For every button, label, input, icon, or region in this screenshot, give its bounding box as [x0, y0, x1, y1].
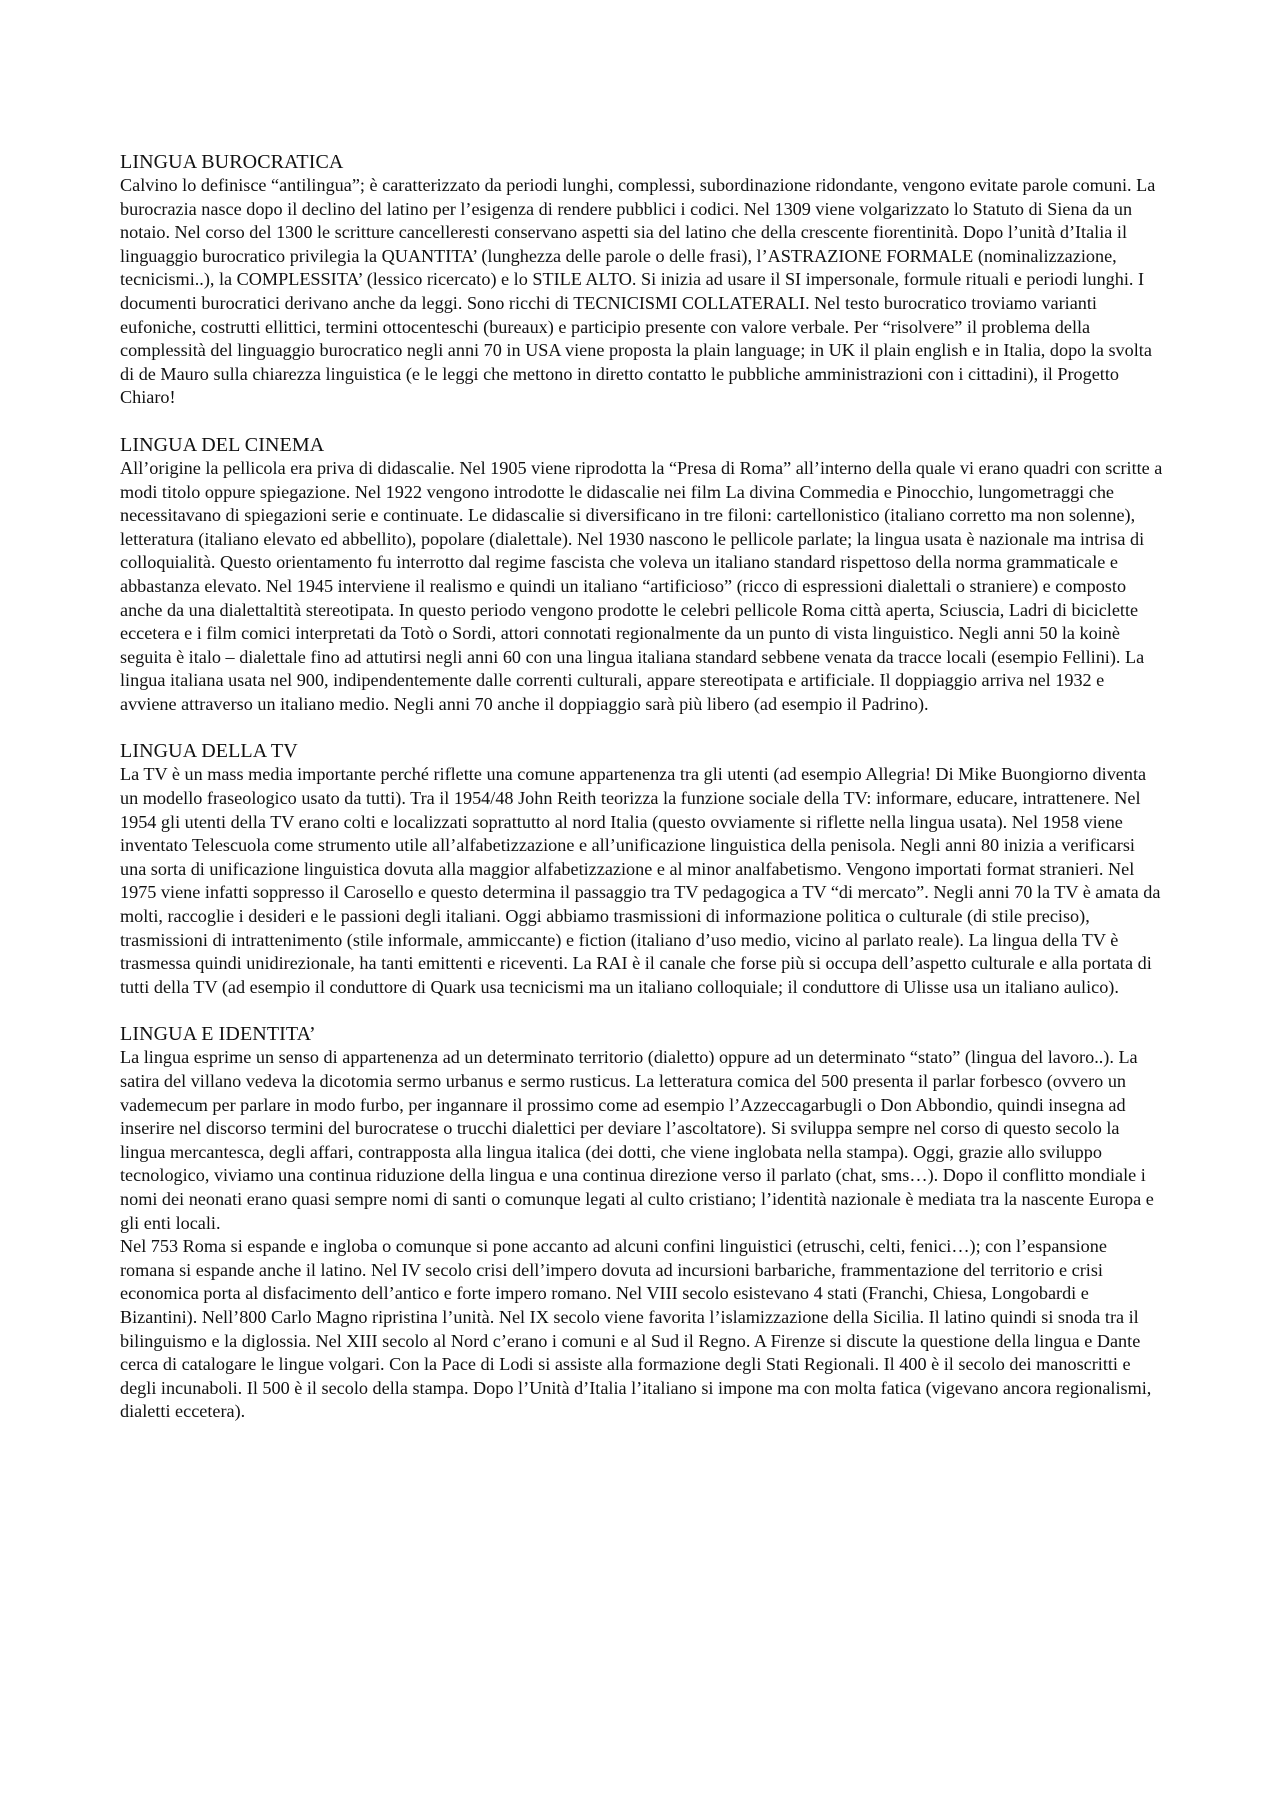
section-paragraph: Calvino lo definisce “antilingua”; è caratterizzato da periodi lunghi, complessi, subordinazione ridondante, vengono evitate parole comuni. La burocrazia nasce dopo il declino del latino per l’esigenza di rendere pubblici i codici. Nel 1309 viene volgarizzato lo Statuto di Siena da un notaio. Nel corso del 1300 le scritture cancelleresti conservano aspetti sia del latino che della crescente fiorentinità. Dopo l’unità d’Italia il linguaggio burocratico privilegia la QUANTITA’ (lunghezza delle parole o delle frasi), l’ASTRAZIONE FORMALE (nominalizzazione, tecnicismi..), la COMPLESSITA’ (lessico ricercato) e lo STILE ALTO. Si inizia ad usare il SI impersonale, formule rituali e periodi lunghi. I documenti burocratici derivano anche da leggi. Sono ricchi di TECNICISMI COLLATERALI. Nel testo burocratico troviamo varianti eufoniche, costrutti ellittici, termini ottocenteschi (bureaux) e participio presente con valore verbale. Per “risolvere” il problema della complessità del linguaggio burocratico negli anni 70 in USA viene proposta la plain language; in UK il plain english e in Italia, dopo la svolta di de Mauro sulla chiarezza linguistica (e le leggi che mettono in diretto contatto le pubbliche amministrazioni con i cittadini), il Progetto Chiaro!	[120, 175, 1156, 408]
section-paragraph: La TV è un mass media importante perché riflette una comune appartenenza tra gli utenti (ad esempio Allegria! Di Mike Buongiorno diventa un modello fraseologico usato da tutti). Tra il 1954/48 John Reith teorizza la funzione sociale della TV: informare, educare, intrattenere. Nel 1954 gli utenti della TV erano colti e localizzati soprattutto al nord Italia (questo ovviamente si riflette nella lingua usata). Nel 1958 viene inventato Telescuola come strumento utile all’alfabetizzazione e all’unificazione linguistica della penisola. Negli anni 80 inizia a verificarsi una sorta di unificazione linguistica dovuta alla maggior alfabetizzazione e al minor analfabetismo. Vengono importati format stranieri. Nel 1975 viene infatti soppresso il Carosello e questo determina il passaggio tra TV pedagogica a TV “di mercato”. Negli anni 70 la TV è amata da molti, raccoglie i desideri e le passioni degli italiani. Oggi abbiamo trasmissioni di informazione politica o culturale (di stile preciso), trasmissioni di intrattenimento (stile informale, ammiccante) e fiction (italiano d’uso medio, vicino al parlato reale). La lingua della TV è trasmessa quindi unidirezionale, ha tanti emittenti e riceventi. La RAI è il canale che forse più si occupa dell’aspetto culturale e alla portata di tutti della TV (ad esempio il conduttore di Quark usa tecnicismi ma un italiano colloquiale; il conduttore di Ulisse usa un italiano aulico).	[120, 764, 1161, 997]
section-lingua-burocratica	[120, 150, 1165, 410]
section-lingua-della-tv	[120, 739, 1165, 999]
section-lingua-del-cinema	[120, 433, 1165, 717]
section-heading: LINGUA E IDENTITA’	[120, 1023, 316, 1046]
section-paragraph: La lingua esprime un senso di appartenenza ad un determinato territorio (dialetto) oppure ad un determinato “stato” (lingua del lavoro..). La satira del villano vedeva la dicotomia sermo urbanus e sermo rusticus. La letteratura comica del 500 presenta il parlar forbesco (ovvero un vademecum per parlare in modo furbo, per ingannare il prossimo come ad esempio l’Azzeccagarbugli o Don Abbondio, quindi insegna ad inserire nel discorso termini del burocratese o trucchi dialettici per deviare l’ascoltatore). Si sviluppa sempre nel corso di questo secolo la lingua mercantesca, degli affari, contrapposta alla lingua italica (dei dotti, che viene inglobata nella stampa). Oggi, grazie allo sviluppo tecnologico, viviamo una continua riduzione della lingua e una continua direzione verso il parlato (chat, sms…). Dopo il conflitto mondiale i nomi dei neonati erano quasi sempre nomi di santi o comunque legati al culto cristiano; l’identità nazionale è mediata tra la nascente Europa e gli enti locali.	[120, 1047, 1154, 1233]
section-paragraph: All’origine la pellicola era priva di didascalie. Nel 1905 viene riprodotta la “Presa di Roma” all’interno della quale vi erano quadri con scritte a modi titolo oppure spiegazione. Nel 1922 vengono introdotte le didascalie nei film La divina Commedia e Pinocchio, lungometraggi che necessitavano di spiegazioni serie e continuate. Le didascalie si diversificano in tre filoni: cartellonistico (italiano corretto ma non solenne), letteratura (italiano elevato ed abbellito), popolare (dialettale). Nel 1930 nascono le pellicole parlate; la lingua usata è nazionale ma intrisa di colloquialità. Questo orientamento fu interrotto dal regime fascista che voleva un italiano standard rispettoso della norma grammaticale e abbastanza elevato. Nel 1945 interviene il realismo e quindi un italiano “artificioso” (ricco di espressioni dialettali o straniere) e composto anche da una dialettaltità stereotipata. In questo periodo vengono prodotte le celebri pellicole Roma città aperta, Sciuscia, Ladri di biciclette eccetera e i film comici interpretati da Totò o Sordi, attori connotati regionalmente da un punto di vista linguistico. Negli anni 50 la koinè seguita è italo – dialettale fino ad attutirsi negli anni 60 con una lingua italiana standard sebbene venata da tracce locali (esempio Fellini). La lingua italiana usata nel 900, indipendentemente dalle correnti culturali, appare stereotipata e artificiale. Il doppiaggio arriva nel 1932 e avviene attraverso un italiano medio. Negli anni 70 anche il doppiaggio sarà più libero (ad esempio il Padrino).	[120, 457, 1163, 714]
section-paragraph: Nel 753 Roma si espande e ingloba o comunque si pone accanto ad alcuni confini linguistici (etruschi, celti, fenici…); con l’espansione romana si espande anche il latino. Nel IV secolo crisi dell’impero dovuta ad incursioni barbariche, frammentazione del territorio e crisi economica porta al disfacimento dell’antico e forte impero romano. Nel VIII secolo esistevano 4 stati (Franchi, Chiesa, Longobardi e Bizantini). Nell’800 Carlo Magno ripristina l’unità. Nel IX secolo viene favorita l’islamizzazione della Sicilia. Il latino quindi si snoda tra il bilinguismo e la diglossia. Nel XIII secolo al Nord c’erano i comuni e al Sud il Regno. A Firenze si discute la questione della lingua e Dante cerca di catalogare le lingue volgari. Con la Pace di Lodi si assiste alla formazione degli Stati Regionali. Il 400 è il secolo dei manoscritti e degli incunaboli. Il 500 è il secolo della stampa. Dopo l’Unità d’Italia l’italiano si impone ma con molta fatica (vigevano ancora regionalismi, dialetti eccetera).	[120, 1236, 1152, 1422]
section-lingua-e-identita	[120, 1022, 1165, 1424]
section-heading: LINGUA DEL CINEMA	[120, 433, 325, 456]
section-heading: LINGUA BUROCRATICA	[120, 151, 344, 173]
document-page	[120, 150, 1165, 1447]
section-heading: LINGUA DELLA TV	[120, 740, 298, 763]
